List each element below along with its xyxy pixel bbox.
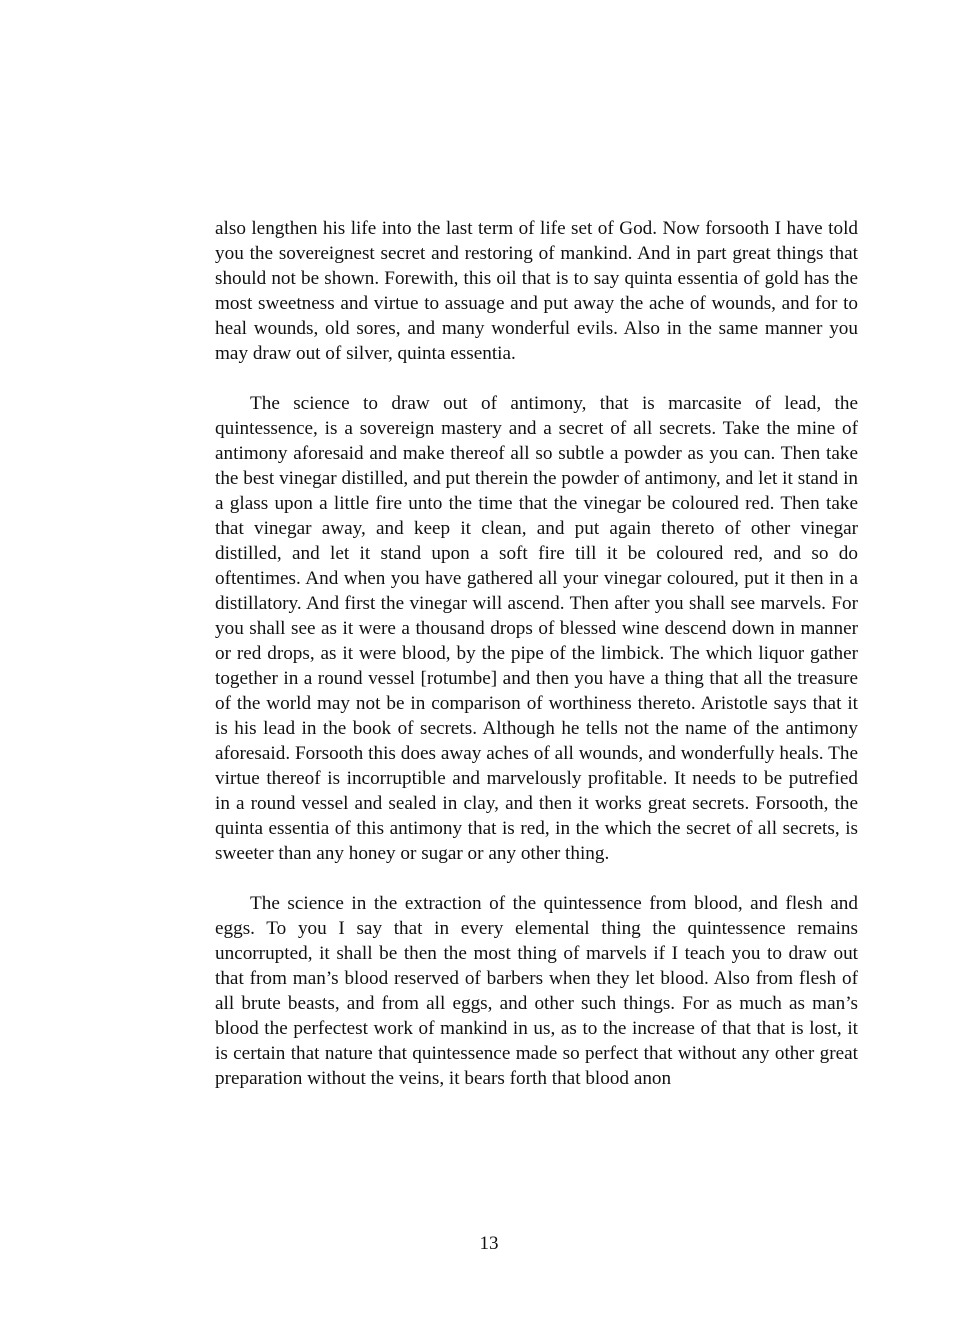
- page-body: [215, 216, 858, 1091]
- page-number: 13: [479, 1233, 499, 1254]
- paragraph-antimony-quintessence: The science to draw out of antimony, that is marcasite of lead, the quintessence, is a sovereign mastery and a secret of all secrets. Take the mine of antimony aforesaid and make thereof all so subtle a powder as you can. Then take the best vinegar distilled, and put therein the powder of antimony, and let it stand in a glass upon a little fire unto the time that the vinegar be coloured red. Then take that vinegar away, and keep it clean, and put again thereto of other vinegar distilled, and let it stand upon a soft fire till it be coloured red, and so do oftentimes. And when you have gathered all your vinegar coloured, put it then in a distillatory. And first the vinegar will ascend. Then after you shall see marvels. For you shall see as it were a thousand drops of blessed wine descend down in manner or red drops, as it were blood, by the pipe of the limbick. The which liquor gather together in a round vessel [rotumbe] and then you have a thing that all the treasure of the world may not be in comparison of worthiness thereto. Aristotle says that it is his lead in the book of secrets. Although he tells not the name of the antimony aforesaid. Forsooth this does away aches of all wounds, and wonderfully heals. The virtue thereof is incorruptible and marvelously profitable. It needs to be putrefied in a round vessel and sealed in clay, and then it works great secrets. Forsooth, the quinta essentia of this antimony that is red, in the which the secret of all secrets, is sweeter than any honey or sugar or any other thing.: [215, 393, 858, 864]
- paragraph-gold-quintessence: also lengthen his life into the last term of life set of God. Now forsooth I have told you the sovereignest secret and restoring of mankind. And in part great things that should not be shown. Forewith, this oil that is to say quinta essentia of gold has the most sweetness and virtue to assuage and put away the ache of wounds, and for to heal wounds, old sores, and many wonderful evils. Also in the same manner you may draw out of silver, quinta essentia.: [215, 218, 858, 364]
- paragraph-blood-flesh-eggs: The science in the extraction of the quintessence from blood, and flesh and eggs. To you I say that in every elemental thing the quintessence remains uncorrupted, it shall be then the most thing of marvels if I teach you to draw out that from man’s blood reserved of barbers when they let blood. Also from flesh of all brute beasts, and from all eggs, and other such things. For as much as man’s blood the perfectest work of mankind in us, as to the increase of that that is lost, it is certain that nature that quintessence made so perfect that without any other great preparation without the veins, it bears forth that blood anon: [215, 893, 858, 1089]
